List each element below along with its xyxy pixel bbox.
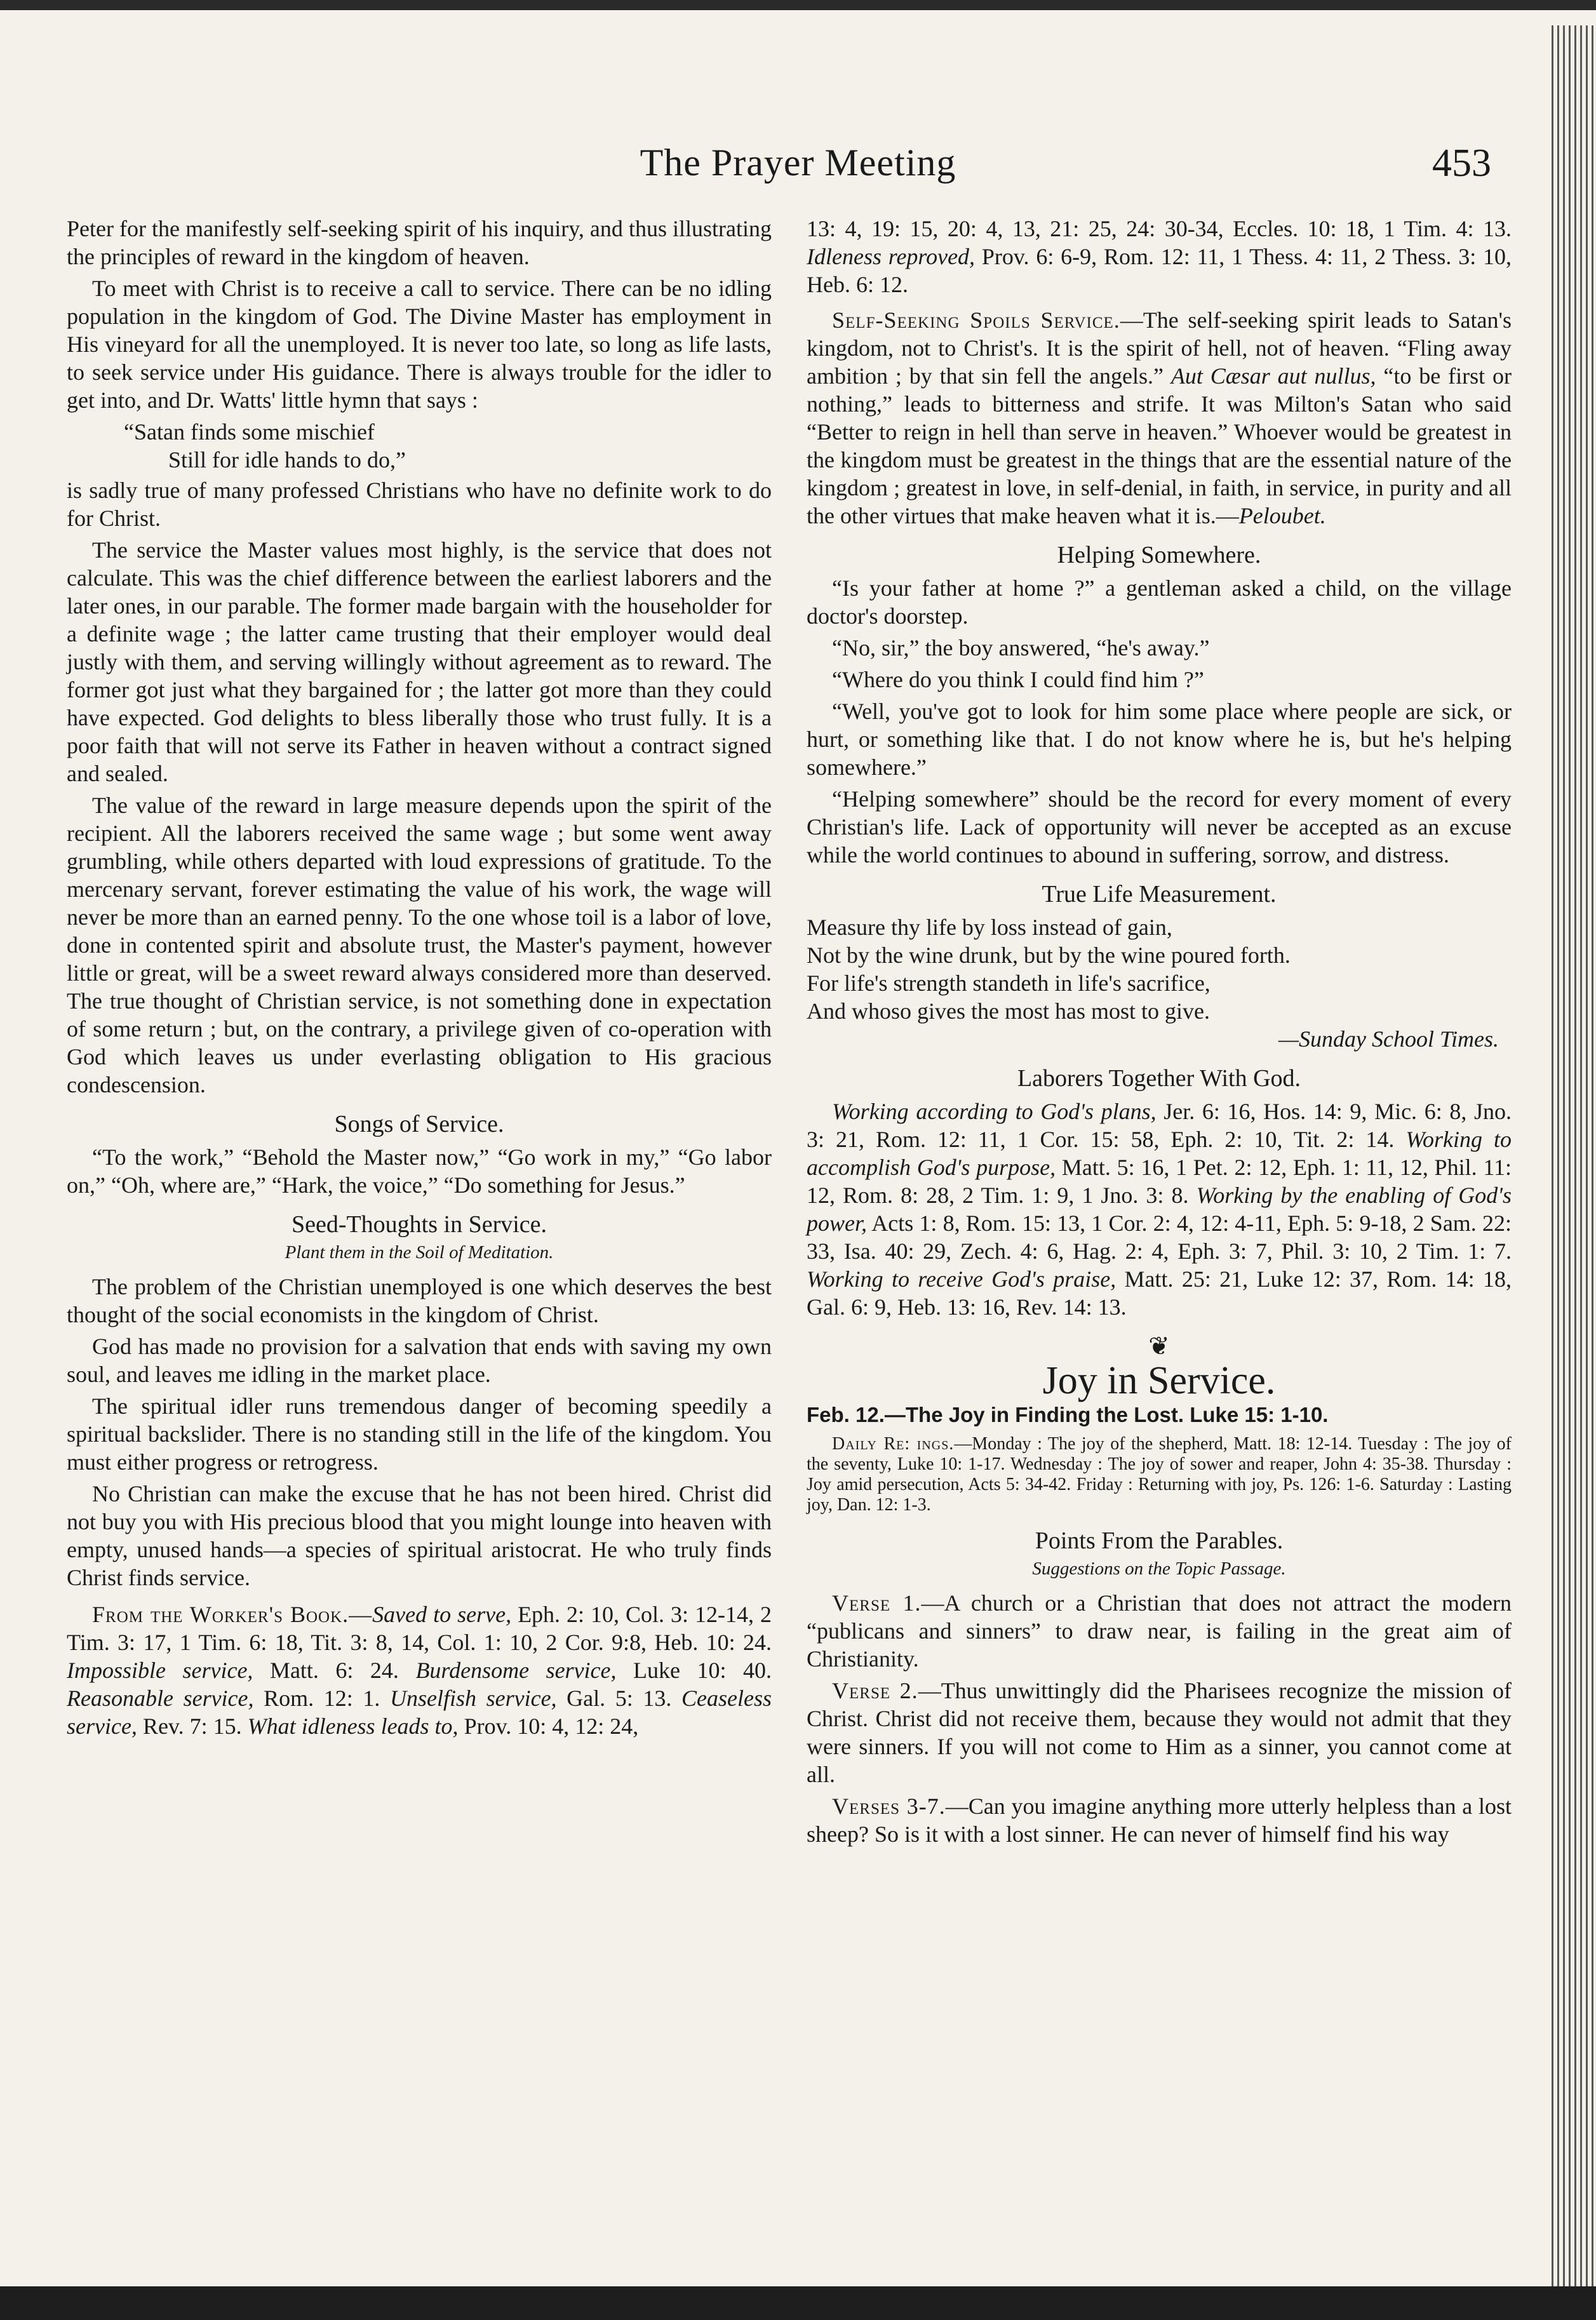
paragraph: “Is your father at home ?” a gentleman asked a child, on the village doctor's doorstep.	[807, 575, 1512, 629]
poem-line: And whoso gives the most has most to give.	[807, 998, 1210, 1024]
paragraph: Peter for the manifestly self-seeking spirit of his inquiry, and thus illustrating the principles of reward in the kingdom of heaven.	[67, 216, 772, 269]
paragraph: “Well, you've got to look for him some place where people are sick, or hurt, or something like that. I do not know where he is, but he's helping somewhere.”	[807, 699, 1512, 780]
workers-book-paragraph: From the Worker's Book.—Saved to serve, Eph. 2: 10, Col. 3: 12-14, 2 Tim. 3: 17, 1 Tim. 6: 18, Tit. 3: 8, 14, Col. 1: 10, 2 Cor. 9:8, Heb. 10: 24. Impossible service, Matt. 6: 24. Burdensome service, Luke 10: 40. Reasonable service, Rom. 12: 1. Unselfish service, Gal. 5: 13. Ceaseless service, Rev. 7: 15. What idleness leads to, Prov. 10: 4, 12: 24,	[67, 1602, 772, 1739]
hymn-line: Still for idle hands to do,”	[168, 447, 406, 473]
poem	[807, 913, 1512, 1053]
left-column	[67, 215, 772, 1744]
daily-readings: Daily Re: ings.—Monday : The joy of the shepherd, Matt. 18: 12-14. Tuesday : The joy of the seventy, Luke 10: 1-17. Wednesday : The joy of sower and reaper, John 4: 35-38. Thursday : Joy amid persecution, Acts 5: 34-42. Friday : Returning with joy, Ps. 126: 1-6. Saturday : Lasting joy, Dan. 12: 1-3.	[807, 1434, 1512, 1515]
bottom-rule	[0, 2286, 1596, 2320]
section-heading: Laborers Together With God.	[1017, 1065, 1301, 1092]
top-rule	[0, 0, 1596, 10]
paragraph: “No, sir,” the boy answered, “he's away.”	[832, 635, 1210, 660]
poem-line: Not by the wine drunk, but by the wine poured forth.	[807, 942, 1291, 968]
paragraph: Working according to God's plans, Jer. 6: 16, Hos. 14: 9, Mic. 6: 8, Jno. 3: 21, Rom. 12: 11, 1 Cor. 15: 58, Eph. 2: 10, Tit. 2: 14. Working to accomplish God's purpose, Matt. 5: 16, 1 Pet. 2: 12, Eph. 1: 11, 12, Phil. 11: 12, Rom. 8: 28, 2 Tim. 1: 9, 1 Jno. 3: 8. Working by the enabling of God's power, Acts 1: 8, Rom. 15: 13, 1 Cor. 2: 4, 12: 4-11, Eph. 5: 9-18, 2 Sam. 22: 33, Isa. 40: 29, Zech. 4: 6, Hag. 2: 4, Eph. 3: 7, Phil. 3: 10, 2 Tim. 1: 7. Working to receive God's praise, Matt. 25: 21, Luke 12: 37, Rom. 14: 18, Gal. 6: 9, Heb. 13: 16, Rev. 14: 13.	[807, 1099, 1512, 1320]
right-column	[807, 215, 1512, 1852]
running-title: The Prayer Meeting	[640, 142, 956, 184]
topic-heading: Joy in Service.	[1042, 1359, 1276, 1402]
section-subheading: Plant them in the Soil of Meditation.	[285, 1242, 554, 1263]
page-edge-scan-artifact	[1552, 25, 1596, 2286]
section-heading: Songs of Service.	[334, 1111, 504, 1137]
paragraph: The service the Master values most highly, is the service that does not calculate. This was the chief difference between the earliest laborers and the later ones, in our parable. The former made bargain with the householder for a definite wage ; the latter came trusting that their employer would deal justly with them, and serving willingly without agreement as to reward. The former got just what they bargained for ; the latter got more than they could have expected. God delights to bless liberally those who trust fully. It is a poor faith that will not serve its Father in heaven without a contract signed and sealed.	[67, 537, 772, 786]
paragraph: Verses 3-7.—Can you imagine anything more utterly helpless than a lost sheep? So is it with a lost sinner. He can never of himself find his way	[807, 1794, 1512, 1847]
paragraph: Verse 1.—A church or a Christian that does not attract the modern “publicans and sinners” to draw near, is failing in the great aim of Christianity.	[807, 1590, 1512, 1672]
hymn-line: “Satan finds some mischief	[124, 419, 375, 445]
paragraph: The value of the reward in large measure depends upon the spirit of the recipient. All the laborers received the same wage ; but some went away grumbling, while others departed with loud expressions of gratitude. To the mercenary servant, forever estimating the value of his work, the wage will never be more than an earned penny. To the one whose toil is a labor of love, done in contented spirit and absolute trust, the Master's payment, however little or great, will be a sweet reward always considered more than deserved. The true thought of Christian service, is not something done in expectation of some return ; but, on the contrary, a privilege given of co-operation with God which leaves us under everlasting obligation to His gracious condescension.	[67, 793, 772, 1097]
paragraph: “Where do you think I could find him ?”	[832, 667, 1204, 692]
paragraph: is sadly true of many professed Christians who have no definite work to do for Christ.	[67, 478, 772, 531]
section-heading: Helping Somewhere.	[1057, 542, 1261, 568]
poem-line: For life's strength standeth in life's sacrifice,	[807, 970, 1210, 996]
page-number: 453	[1432, 142, 1491, 185]
paragraph: 13: 4, 19: 15, 20: 4, 13, 21: 25, 24: 30-34, Eccles. 10: 18, 1 Tim. 4: 13. Idleness reproved, Prov. 6: 6-9, Rom. 12: 11, 1 Thess. 4: 11, 2 Thess. 3: 10, Heb. 6: 12.	[807, 216, 1512, 297]
paragraph: No Christian can make the excuse that he has not been hired. Christ did not buy you with His precious blood that you might lounge into heaven with empty, unused hands—a species of spiritual aristocrat. He who truly finds Christ finds service.	[67, 1481, 772, 1590]
hymn-quote	[67, 418, 772, 474]
paragraph: To meet with Christ is to receive a call to service. There can be no idling population in the kingdom of God. The Divine Master has employment in His vineyard for all the unemployed. It is never too late, so long as life lasts, to seek service under His guidance. There is always trouble for the idler to get into, and Dr. Watts' little hymn that says :	[67, 276, 772, 413]
section-subheading: Suggestions on the Topic Passage.	[1032, 1559, 1286, 1579]
run-in-heading: From the Worker's Book.—	[92, 1602, 373, 1627]
section-heading: True Life Measurement.	[1042, 881, 1277, 908]
paragraph: “To the work,” “Behold the Master now,” “Go work in my,” “Go labor on,” “Oh, where are,” “Hark, the voice,” “Do something for Jesus.”	[67, 1144, 772, 1198]
poem-attribution: —Sunday School Times.	[1278, 1026, 1499, 1052]
ornament-icon: ❦	[1148, 1332, 1170, 1360]
lesson-line: Feb. 12.—The Joy in Finding the Lost. Luke 15: 1-10.	[807, 1403, 1329, 1426]
paragraph: Self-Seeking Spoils Service.—The self-seeking spirit leads to Satan's kingdom, not to Christ's. It is the spirit of hell, not of heaven. “Fling away ambition ; by that sin fell the angels.” Aut Cæsar aut nullus, “to be first or nothing,” leads to bitterness and strife. It was Milton's Satan who said “Better to reign in hell than serve in heaven.” Whoever would be greatest in the kingdom must be greatest in the things that are the essential nature of the kingdom ; greatest in love, in self-denial, in faith, in service, in purity and all the other virtues that make heaven what it is.—Peloubet.	[807, 307, 1512, 528]
run-in-heading: Self-Seeking Spoils Service.	[832, 307, 1120, 333]
paragraph: God has made no provision for a salvation that ends with saving my own soul, and leaves me idling in the market place.	[67, 1334, 772, 1387]
section-heading: Seed-Thoughts in Service.	[291, 1211, 547, 1238]
paragraph: The problem of the Christian unemployed is one which deserves the best thought of the social economists in the kingdom of Christ.	[67, 1274, 772, 1327]
paragraph: “Helping somewhere” should be the record for every moment of every Christian's life. Lack of opportunity will never be accepted as an excuse while the world continues to abound in suffering, sorrow, and distress.	[807, 786, 1512, 868]
paragraph: Verse 2.—Thus unwittingly did the Pharisees recognize the mission of Christ. Christ did not receive them, because they would not admit that they were sinners. If you will not come to Him as a sinner, you cannot come at all.	[807, 1678, 1512, 1787]
paragraph: The spiritual idler runs tremendous danger of becoming speedily a spiritual backslider. There is no standing still in the life of the kingdom. You must either progress or retrogress.	[67, 1393, 772, 1475]
section-heading: Points From the Parables.	[1035, 1527, 1284, 1554]
poem-line: Measure thy life by loss instead of gain,	[807, 915, 1172, 940]
